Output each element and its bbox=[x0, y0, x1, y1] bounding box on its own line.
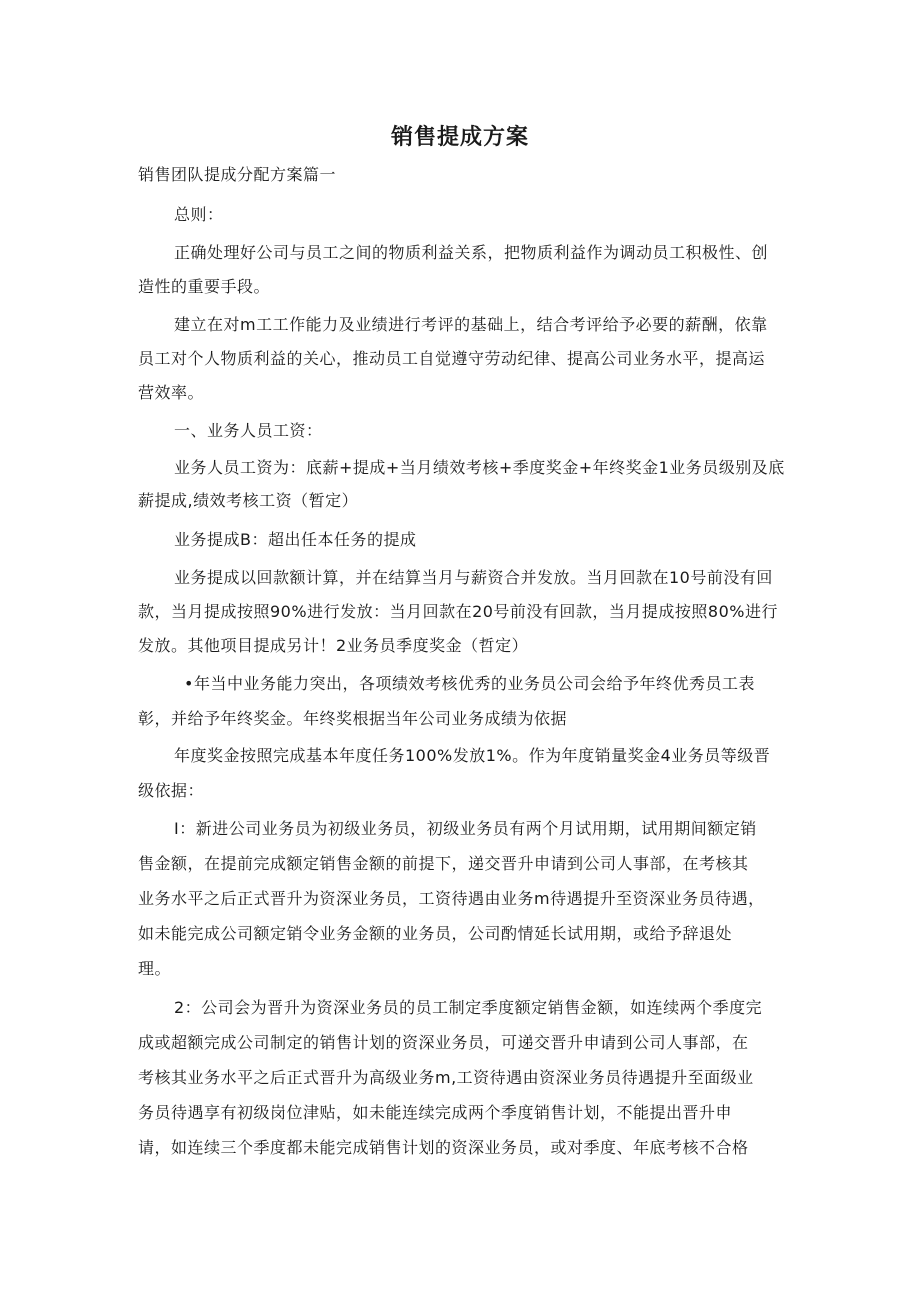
paragraph-line: I：新进公司业务员为初级业务员，初级业务员有两个月试用期，试用期间额定销 bbox=[174, 819, 757, 838]
paragraph-line: 成或超额完成公司制定的销售计划的资深业务员，可递交晋升申请到公司人事部，在 bbox=[138, 1033, 749, 1052]
paragraph-line: 请，如连续三个季度都未能完成销售计划的资深业务员，或对季度、年底考核不合格 bbox=[138, 1138, 749, 1157]
paragraph-line: 款，当月提成按照90%进行发放：当月回款在20号前没有回款，当月提成按照80%进行 bbox=[138, 602, 778, 621]
paragraph-line: 理。 bbox=[138, 959, 172, 978]
paragraph-line: 员工对个人物质利益的关心，推动员工自觉遵守劳动纪律、提高公司业务水平，提高运 bbox=[138, 349, 766, 368]
paragraph-line: 业务水平之后正式晋升为资深业务员，工资待遇由业务m待遇提升至资深业务员待遇， bbox=[138, 889, 765, 908]
document-subtitle: 销售团队提成分配方案篇一 bbox=[138, 165, 337, 184]
paragraph-line: 务员待遇享有初级岗位津贴，如未能连续完成两个季度销售计划，不能提出晋升申 bbox=[138, 1103, 733, 1122]
paragraph-line: 如未能完成公司额定销令业务金额的业务员，公司酌情延长试用期，或给予辞退处 bbox=[138, 924, 733, 943]
paragraph-line: 业务提成B：超出任本任务的提成 bbox=[174, 530, 417, 549]
paragraph-line: 发放。其他项目提成另计！2业务员季度奖金（哲定） bbox=[138, 636, 529, 655]
paragraph-line: 正确处理好公司与员工之间的物质利益关系，把物质利益作为调动员工积极性、创 bbox=[174, 243, 769, 262]
paragraph-line: 业务人员工资为：底薪+提成+当月绩效考核+季度奖金+年终奖金1业务员级别及底 bbox=[174, 458, 785, 477]
paragraph-line: 营效率。 bbox=[138, 383, 205, 402]
paragraph-line: •年当中业务能力突出，各项绩效考核优秀的业务员公司会给予年终优秀员工表 bbox=[184, 674, 755, 693]
paragraph-line: 年度奖金按照完成基本年度任务100%发放1%。作为年度销量奖金4业务员等级晋 bbox=[174, 746, 771, 765]
paragraph-line: 建立在对m工工作能力及业绩进行考评的基础上，结合考评给予必要的薪酬，依靠 bbox=[174, 315, 768, 334]
paragraph-line: 2：公司会为晋升为资深业务员的员工制定季度额定销售金额，如连续两个季度完 bbox=[174, 998, 763, 1017]
paragraph-line: 业务提成以回款额计算，并在结算当月与薪资合并发放。当月回款在10号前没有回 bbox=[174, 568, 773, 587]
paragraph-line: 级依据： bbox=[138, 781, 205, 800]
paragraph-line: 考核其业务水平之后正式晋升为高级业务m,工资待遇由资深业务员待遇提升至面级业 bbox=[138, 1068, 754, 1087]
paragraph-line: 彰，并给予年终奖金。年终奖根据当年公司业务成绩为依据 bbox=[138, 709, 568, 728]
paragraph-line: 一、业务人员工资： bbox=[174, 421, 323, 440]
paragraph-line: 总则： bbox=[174, 205, 224, 224]
document-title: 销售提成方案 bbox=[390, 125, 529, 150]
paragraph-line: 薪提成,绩效考核工资（暂定） bbox=[138, 491, 359, 510]
paragraph-line: 造性的重要手段。 bbox=[138, 277, 271, 296]
paragraph-line: 售金额，在提前完成额定销售金额的前提下，递交晋升申请到公司人事部，在考核其 bbox=[138, 854, 749, 873]
